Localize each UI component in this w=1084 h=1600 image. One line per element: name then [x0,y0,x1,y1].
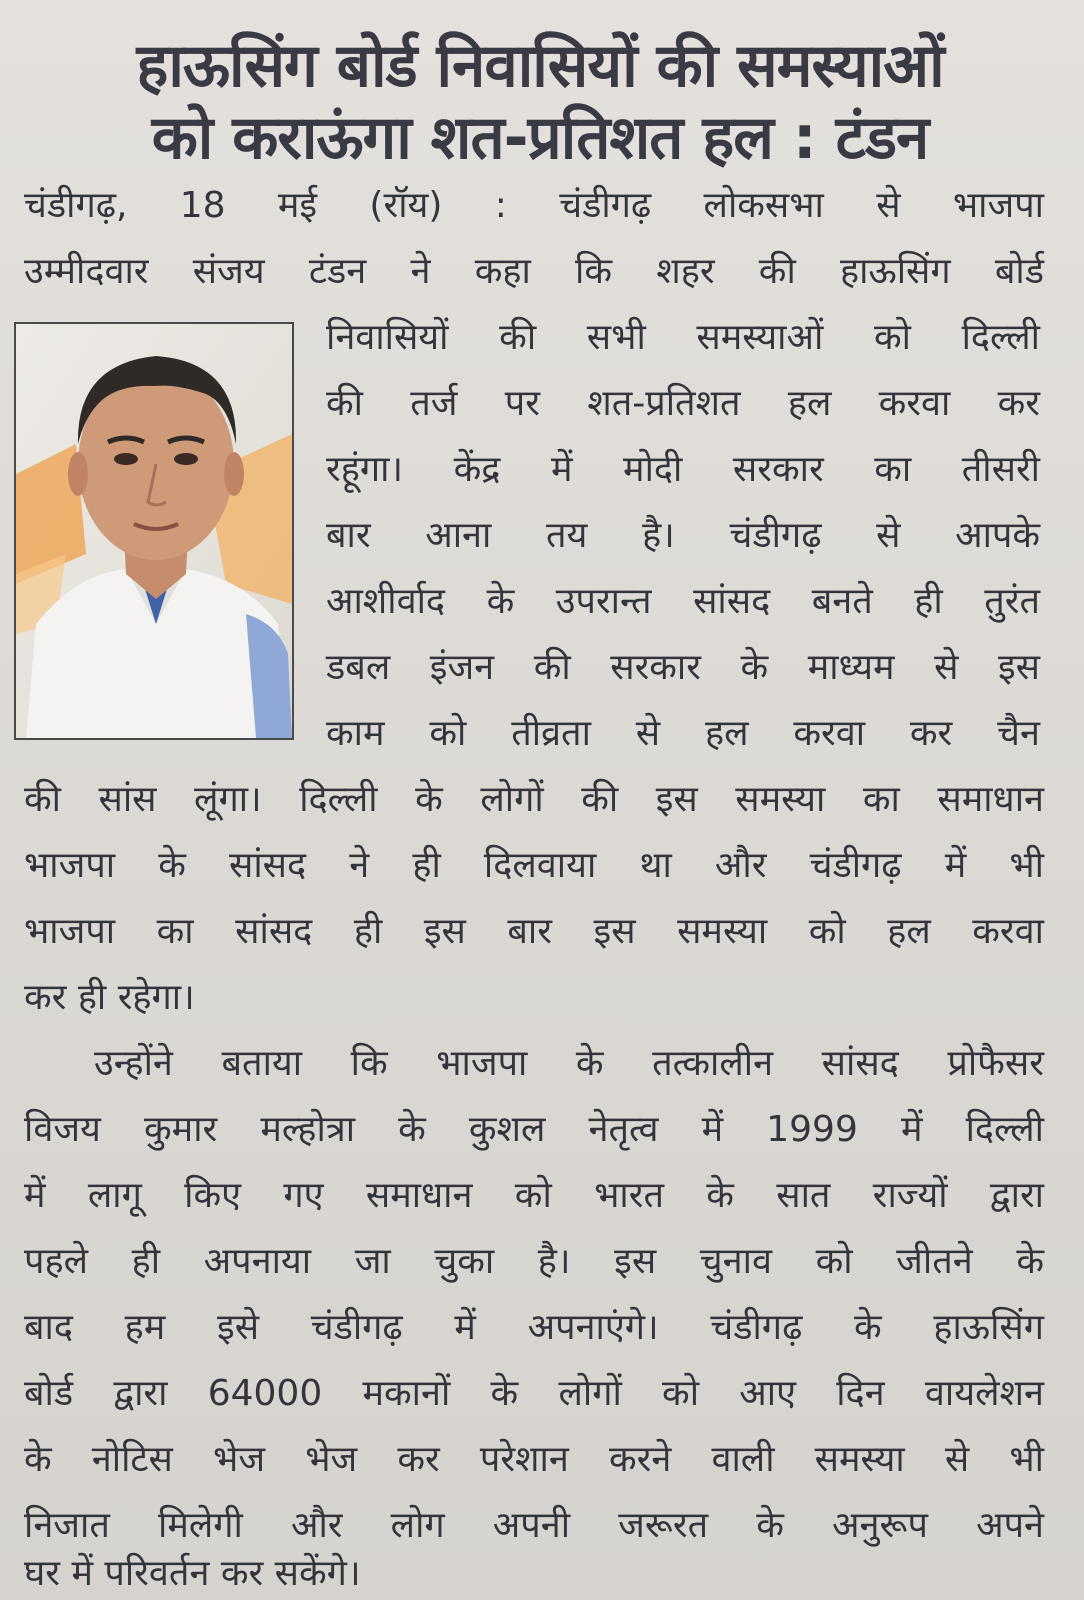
article-line: विजय कुमार मल्होत्रा के कुशल नेतृत्व में 1999 में दिल्ली [24,1109,1044,1150]
person-portrait-icon [16,324,292,738]
article-line: निजात मिलेगी और लोग अपनी जरूरत के अनुरूप अपने [24,1505,1044,1546]
article-line: बाद हम इसे चंडीगढ़ में अपनाएंगे। चंडीगढ़ के हाऊसिंग [24,1307,1044,1348]
headline [20,30,1060,174]
article-line: उम्मीदवार संजय टंडन ने कहा कि शहर की हाऊसिंग बोर्ड [24,251,1044,292]
portrait-photo [14,322,294,740]
article-line: घर में परिवर्तन कर सकेंगे। [24,1553,361,1594]
article-line: भाजपा के सांसद ने ही दिलवाया था और चंडीगढ़ में भी [24,845,1044,886]
article-line: के नोटिस भेज भेज कर परेशान करने वाली समस्या से भी [24,1439,1044,1480]
article-line: काम को तीव्रता से हल करवा कर चैन [326,713,1040,754]
article-line: में लागू किए गए समाधान को भारत के सात राज्यों द्वारा [24,1175,1044,1216]
article-line: चंडीगढ़, 18 मई (रॉय) : चंडीगढ़ लोकसभा से भाजपा [24,185,1044,226]
article-line: उन्होंने बताया कि भाजपा के तत्कालीन सांसद प्रोफैसर [94,1043,1044,1084]
article-line: की सांस लूंगा। दिल्ली के लोगों की इस समस्या का समाधान [24,779,1044,820]
article-line: आशीर्वाद के उपरान्त सांसद बनते ही तुरंत [326,581,1040,622]
article-line: की तर्ज पर शत-प्रतिशत हल करवा कर [326,383,1040,424]
article-line: कर ही रहेगा। [24,977,195,1018]
headline-line-2: को कराऊंगा शत-प्रतिशत हल : टंडन [151,103,929,173]
article-line: रहूंगा। केंद्र में मोदी सरकार का तीसरी [326,449,1040,490]
headline-line-1: हाऊसिंग बोर्ड निवासियों की समस्याओं [136,31,944,101]
article-line: भाजपा का सांसद ही इस बार इस समस्या को हल करवा [24,911,1044,952]
article-line: पहले ही अपनाया जा चुका है। इस चुनाव को जीतने के [24,1241,1044,1282]
article-line: बोर्ड द्वारा 64000 मकानों के लोगों को आए दिन वायलेशन [24,1373,1044,1414]
article-line: डबल इंजन की सरकार के माध्यम से इस [326,647,1040,688]
article-line: बार आना तय है। चंडीगढ़ से आपके [326,515,1040,556]
article-line: निवासियों की सभी समस्याओं को दिल्ली [326,317,1040,358]
